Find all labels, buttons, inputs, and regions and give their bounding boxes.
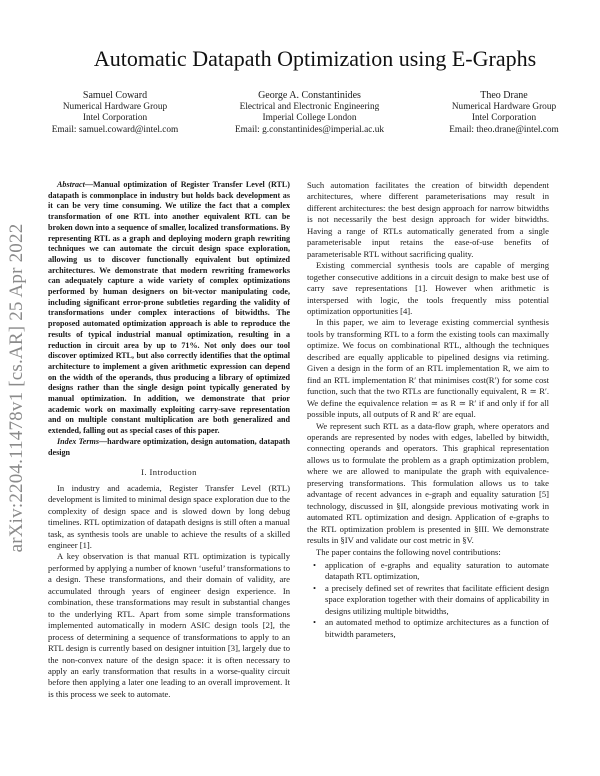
author-organization: Imperial College London [262, 113, 357, 124]
left-column [48, 180, 290, 700]
right-column [307, 180, 549, 640]
abstract-text: —Manual optimization of Register Transfer Level (RTL) datapath is commonplace in industry but holds back development as it can be very time consuming. We utilize the fact that a complex transformation of one RTL into another equivalent RTL can be broken down into a sequence of smaller, localized transformations. By representing RTL as a graph and deploying modern graph rewriting techniques we can automate the circuit design space exploration, allowing us to discover functionally equivalent but optimized architectures. We demonstrate that modern rewriting frameworks can adequately capture a wide variety of complex optimizations performed by human designers on bit-vector manipulating code, including significant error-prone subtleties regarding the validity of transformations under complex interactions of bitwidths. The proposed automated optimization approach is able to reproduce the results of typical industrial manual optimization, resulting in a reduction in circuit area by up to 71%. Not only does our tool discover optimized RTL, but also correctly identifies that the optimal architecture to implement a given arithmetic expression can depend on the width of the operands, thus producing a library of optimized designs rather than the single design point typically generated by manual optimization. In addition, we demonstrate that prior academic work on maximally exploiting carry-save representation and on multiple constant multiplication are both generalized and extended, falling out as special cases of this paper. [48, 180, 290, 436]
index-terms [48, 437, 290, 458]
body-paragraph: We represent such RTL as a data-flow graph, where operators and operands are represented by nodes with edges, labelled by bitwidth, connecting operands and operators. This graphical representation allows us to formulate the problem as a graph optimization problem, where we are allowed to manipulate the graph with equivalence-preserving transformations. This formulation allows us to take advantage of recent advances in e-graph and equality saturation [5] technology, discussed in §II, alongside previous motivating work in automated RTL optimization and design. Application of e-graphs to the RTL optimization problem is presented in §III. We demonstrate results in §IV and validate our cost metric in §V. [307, 420, 549, 546]
author-department: Numerical Hardware Group [451, 101, 557, 112]
paper-title: Automatic Datapath Optimization using E-Graphs [93, 46, 537, 71]
index-terms-text: —hardware optimization, design automation, datapath design [48, 436, 290, 457]
author-name: Samuel Coward [82, 90, 148, 101]
section-heading-introduction: I. Introduction [141, 467, 197, 478]
author-email: Email: theo.drane@intel.com [449, 124, 559, 135]
bullet-icon: • [313, 617, 317, 628]
author-email: Email: samuel.coward@intel.com [51, 124, 179, 135]
list-item [313, 617, 549, 640]
list-item [313, 582, 549, 617]
abstract-label: Abstract [57, 180, 85, 189]
arxiv-sidebar-stamp [2, 178, 32, 598]
body-paragraph: Such automation facilitates the creation of bitwidth dependent architectures, where different parameterisations may result in different architectures: the best design approach for narrow bitwidths is not necessarily the best design approach for wider bitwidths. Having a range of RTLs automatically generated from a single parameterisable input retains the ease-of-use benefits of parameterisable RTL without sacrificing quality. [307, 180, 549, 259]
author-organization: Intel Corporation [82, 113, 148, 124]
body-paragraph: In industry and academia, Register Transfer Level (RTL) development is limited to minimal design space exploration due to the complexity of design space and is slowed down by long debug timelines. RTL optimization of datapath designs is still often a manual task, as synthesis tools are unable to achieve the results of a skilled engineer [1]. [48, 482, 290, 550]
author-block [40, 90, 590, 150]
author-3 [429, 90, 579, 136]
author-name: George A. Constantinides [258, 90, 361, 101]
body-paragraph: In this paper, we aim to leverage existing commercial synthesis tools by transforming RTL to a form the existing tools can maximally optimize. We focus on combinational RTL, although the techniques described are equally applicable to pipelined designs via retiming. Given a design in the form of an RTL implementation R, we aim to find an RTL implementation R′ that minimises cost(R′) for some cost function, such that the two RTLs are functionally equivalent, R ≃ R′. We define the equivalence relation ≃ as R ≃ R′ if and only if for all possible inputs, all outputs of R and R′ are equal. [307, 317, 549, 420]
abstract [48, 180, 290, 437]
index-terms-label: Index Terms [57, 436, 99, 446]
arxiv-identifier: arXiv:2204.11478v1 [cs.AR] 25 Apr 2022 [6, 223, 27, 553]
list-item-text: an automated method to optimize architectures as a function of bitwidth parameters, [325, 617, 549, 639]
body-paragraph: Existing commercial synthesis tools are capable of merging together consecutive additions in a circuit design to make best use of carry save representations [1]. However when arithmetic is interspersed with logic, the tools frequently miss potential optimization opportunities [4]. [307, 260, 549, 316]
author-department: Numerical Hardware Group [62, 101, 168, 112]
bullet-icon: • [313, 582, 317, 593]
body-paragraph: A key observation is that manual RTL optimization is typically performed by applying a number of known ‘useful’ transformations to a design. These transformations, and their domain of validity, are accumulated through years of engineer design experience. In combination, these transformations may result in substantial changes to the underlying RTL. Apart from some simple transformations implemented automatically in modern ASIC design tools [2], the process of determining a sequence of transformations to apply to an RTL design is currently based on designer intuition [3], largely due to the non-convex nature of the design space: it is often necessary to apply an early transformation that results in a worse-quality circuit before then applying a later one leading to an overall improvement. It is this process we seek to automate. [48, 551, 290, 699]
list-item [313, 559, 549, 583]
author-1 [40, 90, 190, 136]
body-paragraph: The paper contains the following novel contributions: [316, 546, 501, 557]
author-name: Theo Drane [480, 90, 528, 101]
author-2 [207, 90, 412, 136]
author-department: Electrical and Electronic Engineering [239, 101, 380, 112]
contributions-list [307, 560, 549, 640]
list-item-text: a precisely defined set of rewrites that facilitate efficient design space exploration together with their domains of applicability in designs utilizing multiple bitwidths, [325, 582, 549, 616]
author-organization: Intel Corporation [471, 113, 537, 124]
list-item-text: application of e-graphs and equality saturation to automate datapath RTL optimization, [325, 559, 549, 582]
author-email: Email: g.constantinides@imperial.ac.uk [234, 124, 384, 135]
bullet-icon: • [313, 559, 317, 570]
